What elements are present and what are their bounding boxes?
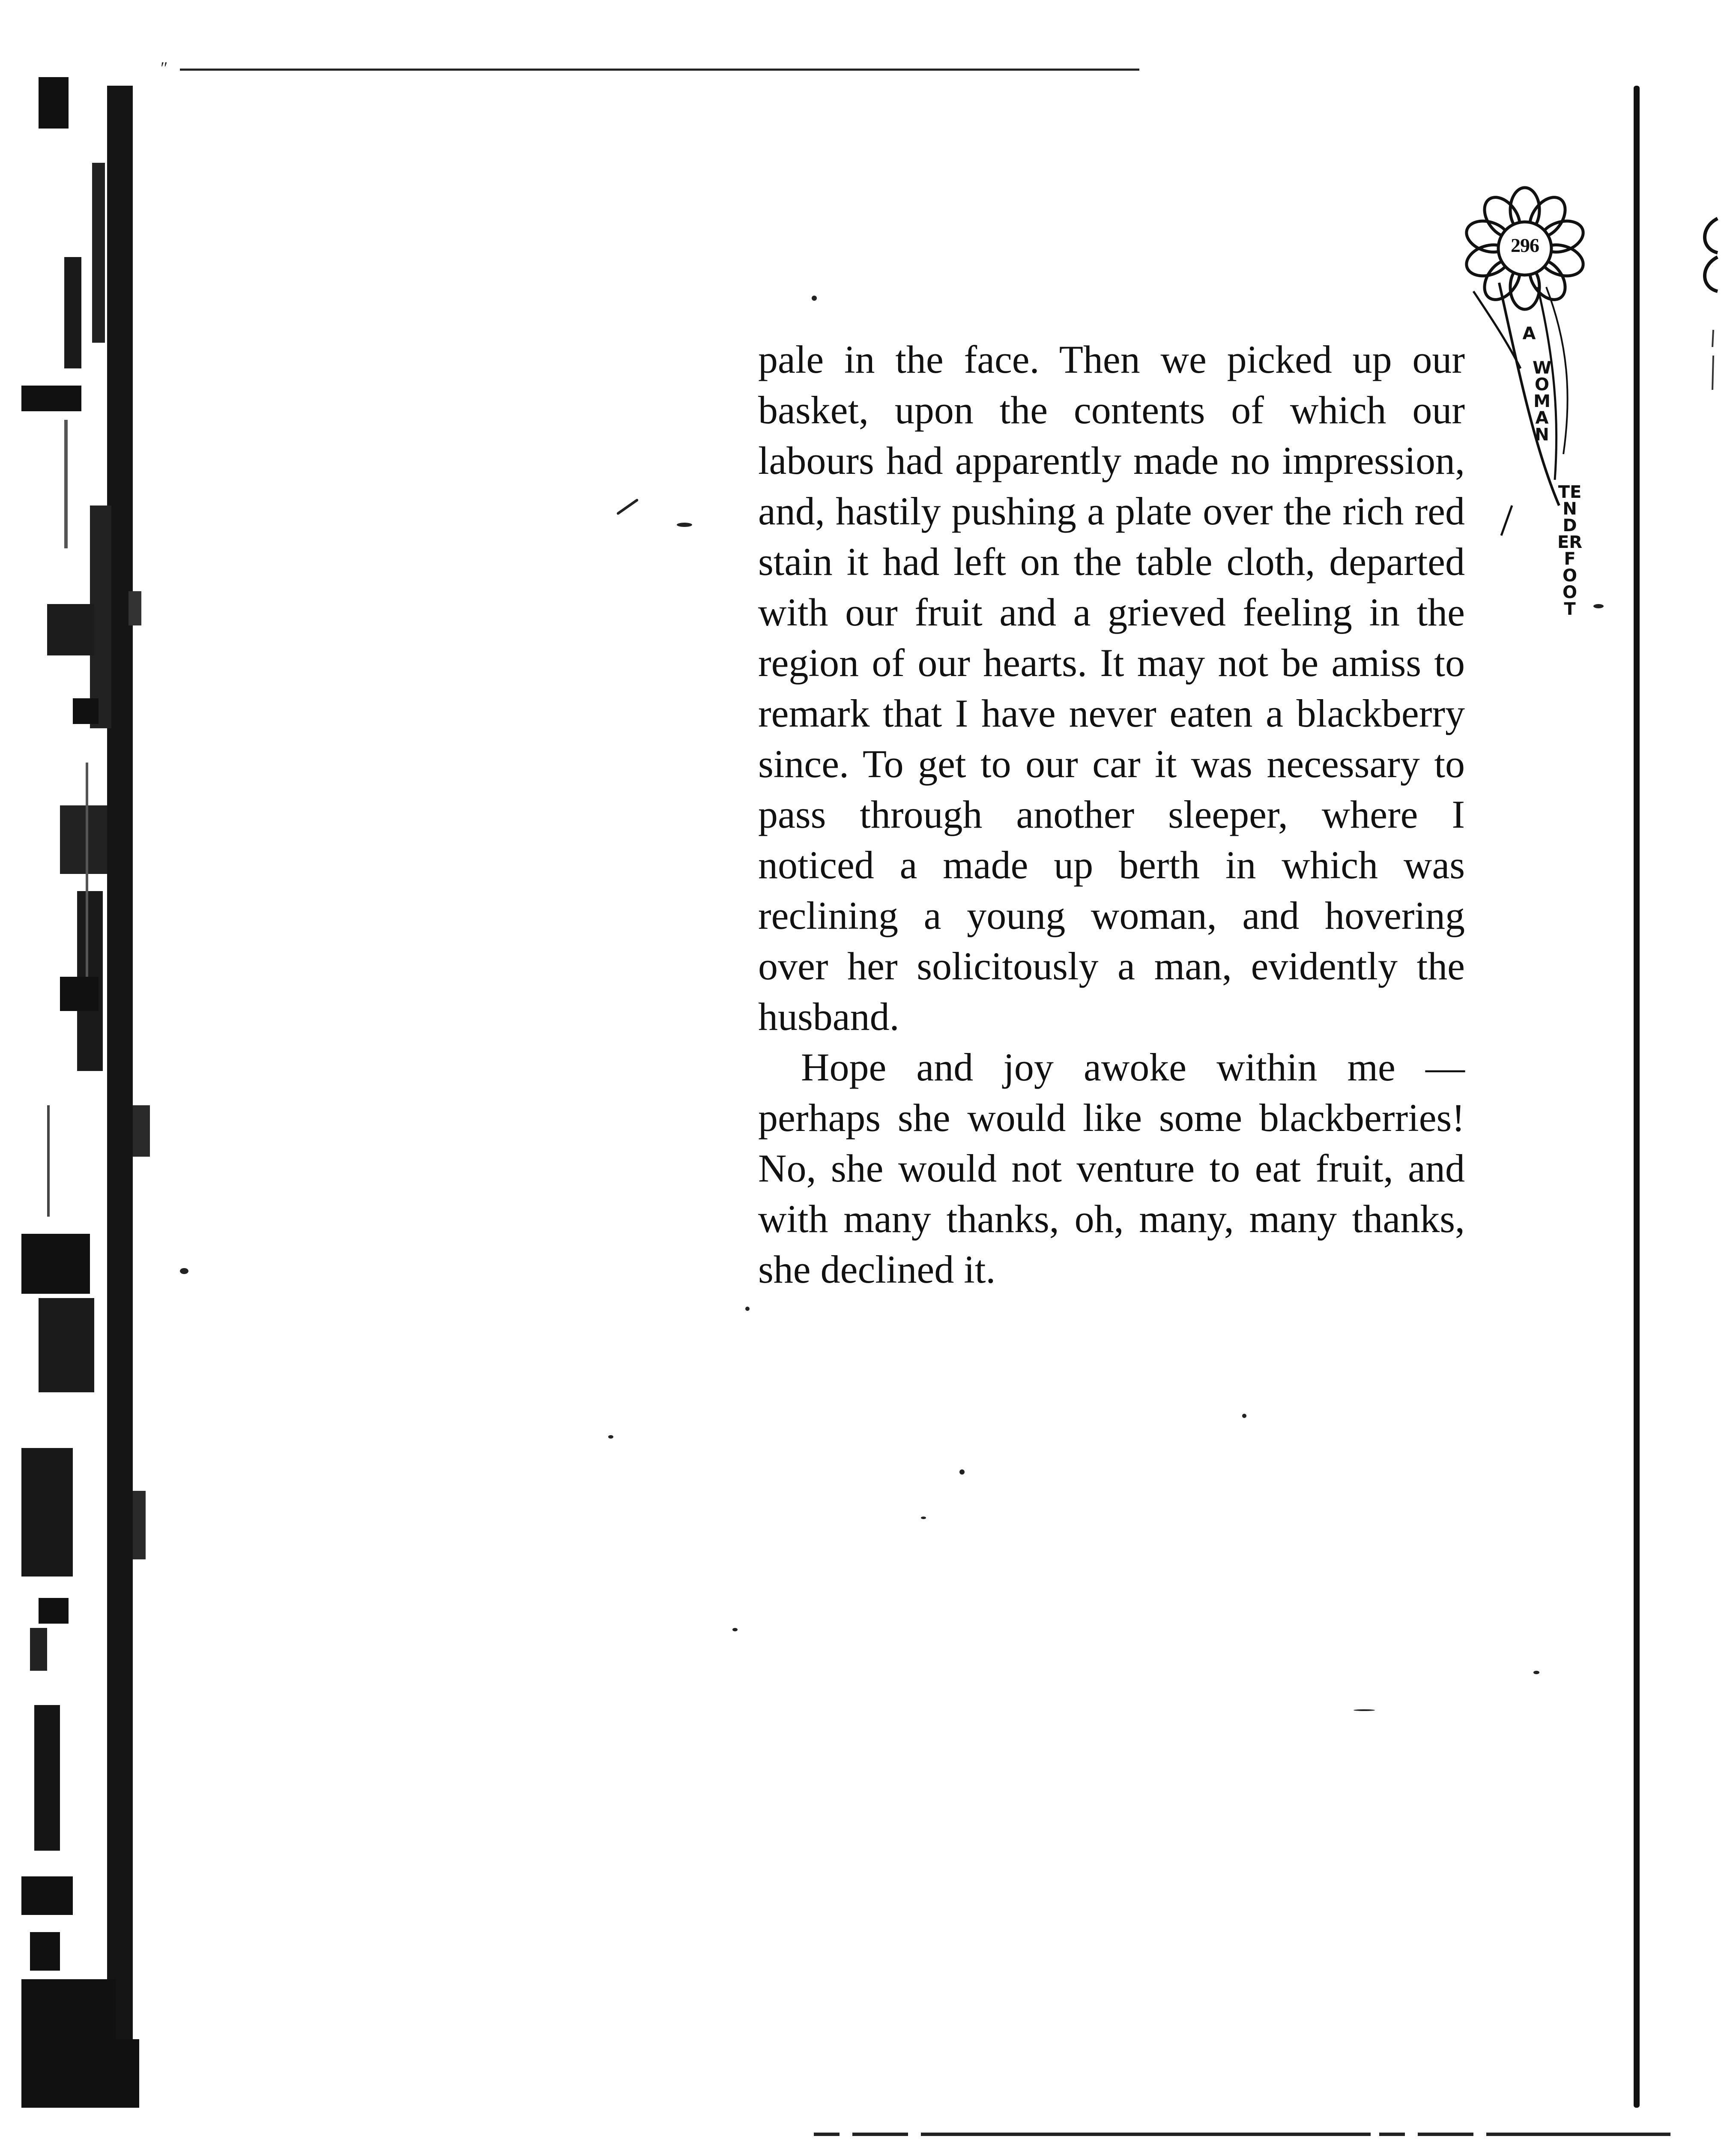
scan-speck <box>812 296 817 301</box>
scan-speck <box>677 523 692 527</box>
top-scan-marks: ″ <box>161 58 168 78</box>
scan-speck <box>1533 1671 1539 1674</box>
scan-speck <box>1242 1414 1246 1418</box>
binding-gutter-scan-artifact <box>21 77 167 2108</box>
scan-speck <box>921 1517 926 1519</box>
scan-speck <box>608 1435 613 1439</box>
scan-speck <box>1354 1709 1375 1711</box>
scan-speck <box>616 498 639 515</box>
paragraph: pale in the face. Then we picked up our basket, upon the contents of which our labours had apparently made no impression, and, hastily pushing a plate over the rich red stain it had left on the table cloth, departed with our fruit and a grieved feeling in the region of our hearts. It may not be amiss to remark that I have never eaten a blackberry since. To get to our car it was necessary to pass through another sleeper, where I noticed a made up berth in which was reclining a young woman, and hovering over her solicitously a man, evidently the husband. <box>758 338 1465 1038</box>
bottom-rule <box>814 2133 1670 2136</box>
running-title-word-a: A <box>1522 324 1536 344</box>
scan-speck <box>180 1268 188 1274</box>
running-title-word-tenderfoot: TENDERFOOT <box>1557 482 1583 619</box>
right-margin-rule <box>1634 86 1640 2108</box>
top-rule <box>180 69 1139 71</box>
scan-speck <box>1593 604 1604 608</box>
scan-speck <box>745 1307 750 1311</box>
running-title <box>1516 326 1585 711</box>
paragraph: Hope and joy awoke within me — perhaps she would like some blackberries! No, she would not venture to eat fruit, and with many thanks, oh, many, many thanks, she declined it. <box>758 1045 1465 1291</box>
running-title-word-woman: WOMAN <box>1532 358 1552 445</box>
scan-speck <box>959 1469 965 1475</box>
scan-speck <box>732 1628 738 1631</box>
body-text <box>758 334 1465 1295</box>
adjacent-page-edge-ornament <box>1692 210 1726 424</box>
page-number: 296 <box>1511 234 1539 256</box>
